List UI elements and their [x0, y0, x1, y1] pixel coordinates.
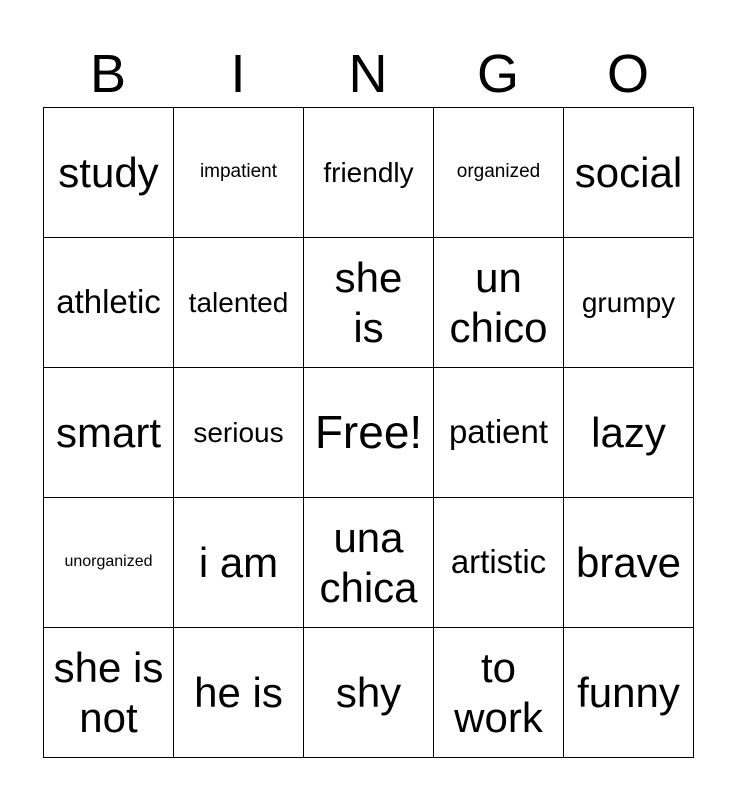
cell-text: unorganized	[64, 553, 153, 571]
bingo-header	[43, 42, 693, 106]
cell-text: lazy	[591, 408, 666, 456]
cell-text: impatient	[199, 161, 278, 183]
header-letter-b: B	[89, 44, 127, 104]
bingo-cell[interactable]	[564, 628, 694, 758]
cell-text: she is	[334, 253, 403, 351]
cell-text: she is not	[53, 643, 164, 741]
bingo-cell[interactable]	[174, 368, 304, 498]
cell-text: brave	[575, 538, 682, 586]
bingo-cell[interactable]	[304, 108, 434, 238]
bingo-cell[interactable]	[434, 108, 564, 238]
bingo-cell[interactable]	[44, 628, 174, 758]
cell-text: he is	[194, 668, 283, 716]
bingo-cell[interactable]	[174, 498, 304, 628]
cell-text: shy	[335, 668, 402, 716]
bingo-cell[interactable]	[434, 498, 564, 628]
free-space-text: Free!	[314, 406, 423, 459]
bingo-cell[interactable]	[564, 108, 694, 238]
cell-text: social	[574, 148, 683, 196]
header-letter-o: O	[606, 44, 649, 104]
bingo-cell[interactable]	[304, 238, 434, 368]
bingo-cell[interactable]	[434, 628, 564, 758]
bingo-cell[interactable]	[174, 238, 304, 368]
header-letter-n: N	[348, 44, 388, 104]
header-letter-g: G	[476, 44, 519, 104]
bingo-cell[interactable]	[44, 238, 174, 368]
bingo-cell[interactable]	[44, 498, 174, 628]
bingo-cell[interactable]	[304, 628, 434, 758]
bingo-cell[interactable]	[304, 498, 434, 628]
cell-text: artistic	[450, 543, 547, 581]
cell-text: un chico	[449, 253, 548, 351]
bingo-cell[interactable]	[564, 498, 694, 628]
cell-text: talented	[188, 286, 289, 318]
cell-text: athletic	[56, 283, 161, 321]
bingo-cell[interactable]	[564, 238, 694, 368]
bingo-cell[interactable]	[174, 628, 304, 758]
cell-text: friendly	[323, 156, 414, 188]
bingo-cell[interactable]	[564, 368, 694, 498]
cell-text: serious	[193, 416, 284, 448]
bingo-cell[interactable]	[44, 108, 174, 238]
cell-text: grumpy	[581, 286, 676, 318]
cell-text: funny	[577, 668, 680, 716]
bingo-board	[43, 107, 694, 758]
cell-text: organized	[456, 161, 541, 183]
bingo-cell[interactable]	[434, 368, 564, 498]
free-space[interactable]	[304, 368, 434, 498]
bingo-cell[interactable]	[174, 108, 304, 238]
header-letter-i: I	[230, 44, 246, 104]
cell-text: i am	[198, 538, 279, 586]
cell-text: smart	[56, 408, 161, 456]
cell-text: una chica	[319, 513, 418, 611]
bingo-cell[interactable]	[44, 368, 174, 498]
bingo-cell[interactable]	[434, 238, 564, 368]
cell-text: patient	[448, 413, 549, 451]
cell-text: study	[58, 148, 159, 196]
cell-text: to work	[454, 643, 543, 741]
